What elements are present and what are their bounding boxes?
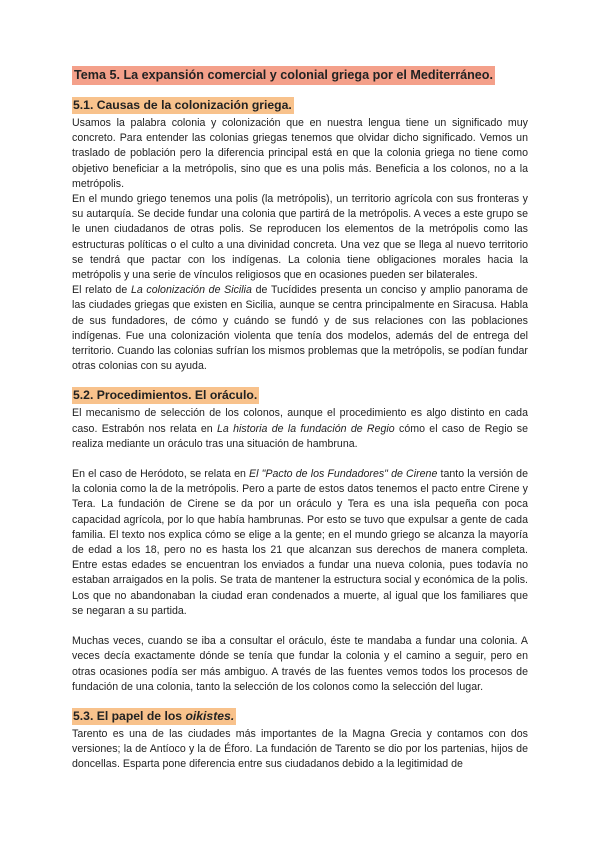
section-heading: 5.2. Procedimientos. El oráculo. [73, 388, 258, 403]
text-run: de Tucídides presenta un conciso y amplio panorama de las ciudades griegas que existen en Sicilia, aunque se centra principalmente en Siracusa. Habla de sus fundadores, de cómo y cuándo se fundó y de sus relaciones con las poblaciones indígenas. Fue una colonización violenta que tenía dos modelos, además del de entrega del territorio. Cuando las colonias sufrían los mismos problemas que la metrópolis, se podían fundar otras colonias con su ayuda. [72, 284, 528, 373]
text-run: En el caso de Heródoto, se relata en [72, 468, 250, 481]
section-causas [72, 96, 528, 374]
paragraph [72, 467, 528, 619]
paragraph [72, 283, 528, 374]
paragraph [72, 406, 528, 452]
text-run: El mecanismo de selección de los colonos, aunque el procedimiento es algo distinto en cada caso. Estrabón nos relata en [72, 407, 528, 435]
paragraph: En el mundo griego tenemos una polis (la metrópolis), un territorio agrícola con sus fronteras y su autarquía. Se decide fundar una colonia que partirá de la metrópolis. A veces a este grupo se le unen ciudadanos de otras polis. Se reproducen los elementos de la metrópolis como las estructuras políticas o el culto a una divinidad concreta. Una vez que se llega al nuevo territorio se tendrá que pactar con los indígenas. La colonia tiene obligaciones morales hacia la metrópolis y una serie de vínculos religiosos que en ocasiones pueden ser bilaterales. [72, 193, 528, 282]
section-heading: 5.1. Causas de la colonización griega. [73, 98, 292, 112]
section-heading [72, 708, 236, 725]
book-title: El "Pacto de los Fundadores" de Cirene [249, 468, 438, 481]
document-title: Tema 5. La expansión comercial y colonial griega por el Mediterráneo. [72, 66, 495, 85]
text-run: tanto la versión de la colonia como la de la metrópolis. Pero a parte de estos datos tenemos el pacto entre Cirene y Tera. La fundación de Cirene se da por un oráculo y Tera es una isla pequeña con poca capacidad agrícola, por lo que había hambrunas. Por esto se tuvo que expulsar a gente de cada familia. El texto nos explica cómo se elige a la gente; en el mundo griego se alcanza la mayoría de edad a los 18, pero no es hasta los 21 que alcanzan sus derechos de manera completa. Entre estas edades se encuentran los enviados a fundar una nueva colonia, pues todavía no estaban arraigados en la polis. Se trata de mantener la estructura social y económica de la polis. Los que no abandonaban la ciudad eran condenados a muerte, al igual que los familiares que se negaran a su partida. [72, 468, 528, 617]
paragraph: Tarento es una de las ciudades más importantes de la Magna Grecia y contamos con dos versiones; la de Antíoco y la de Éforo. La fundación de Tarento se dio por los partenias, hijos de doncellas. Esparta pone diferencia entre sus ciudadanos debido a la legitimidad de [72, 727, 528, 771]
heading-italic: oikistes. [185, 708, 235, 723]
document-page [72, 66, 528, 773]
section-oikistes [72, 707, 528, 773]
section-procedimientos [72, 386, 528, 694]
paragraph: Usamos la palabra colonia y colonización que en nuestra lengua tiene un significado muy concreto. Para entender las colonias griegas tenemos que olvidar dicho significado. Vemos un traslado de población pero la diferencia principal está en que la colonia griega no tiene como objetivo beneficiar a la metrópolis, sino que es una polis más. Beneficia a los colonos, no a la metrópolis. [72, 117, 528, 190]
book-title: La colonización de Sicilia [130, 284, 252, 297]
book-title: La historia de la fundación de Regio [217, 422, 395, 435]
text-run: cómo el caso de Regio se realiza mediante un oráculo tras una situación de hambruna. [72, 422, 529, 450]
text-run: 5.3. El papel de los [73, 708, 186, 723]
paragraph: Muchas veces, cuando se iba a consultar el oráculo, éste te mandaba a fundar una colonia. A veces decía exactamente dónde se tenía que fundar la colonia y el camino a seguir, pero en otras ocasiones podía ser más ambiguo. A través de las fuentes vemos todos los procesos de fundación de una colonia, tanto la selección de los colonos como la selección del lugar. [72, 635, 528, 693]
text-run: El relato de [72, 284, 131, 297]
